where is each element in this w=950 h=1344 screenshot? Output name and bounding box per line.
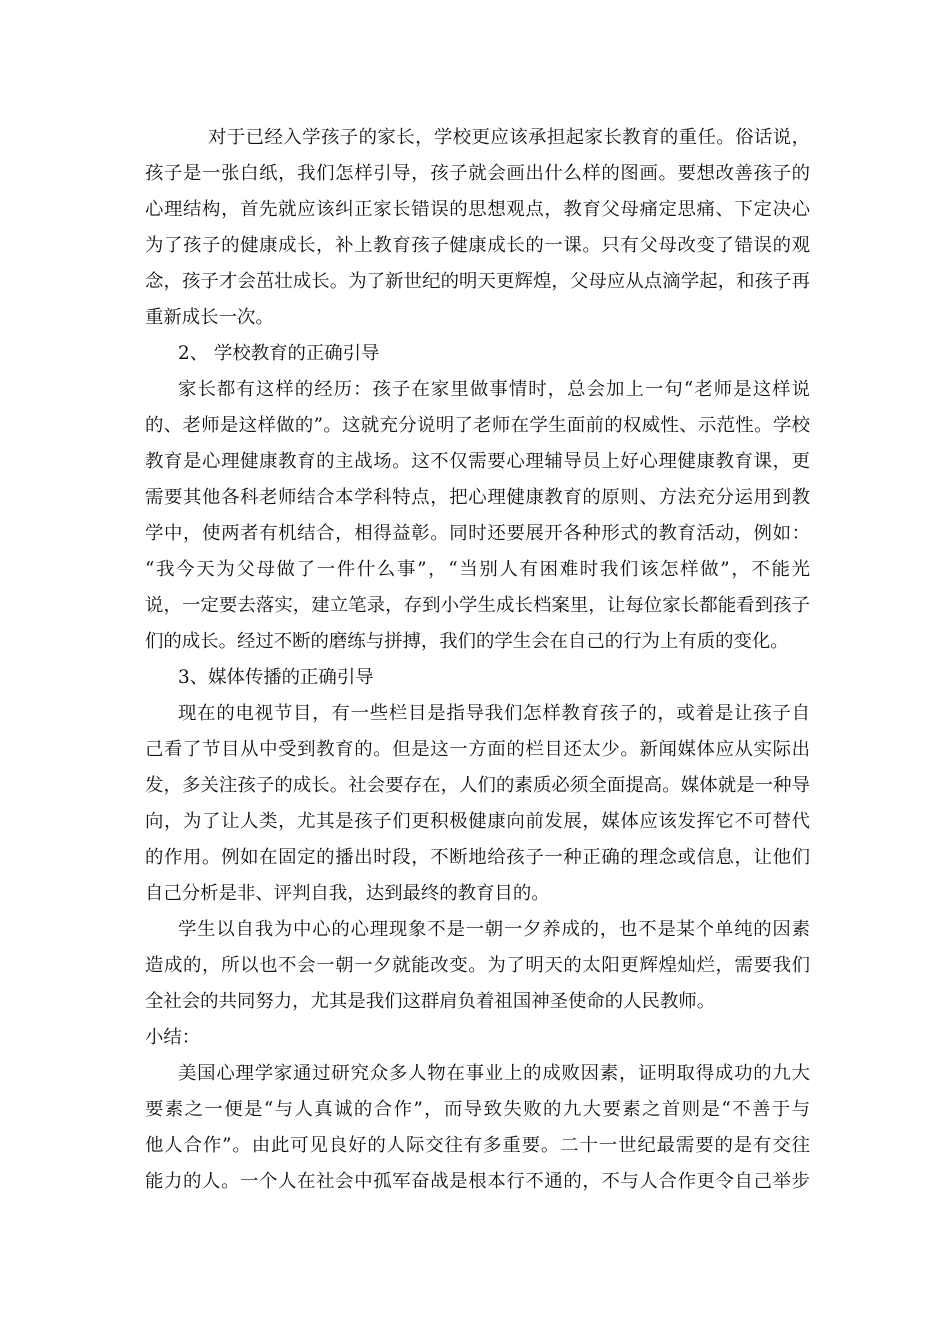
paragraph-line: 要素之一便是“与人真诚的合作”，而导致失败的九大要素之首则是“不善于与 <box>145 1099 810 1120</box>
paragraph-line: 为了孩子的健康成长，补上教育孩子健康成长的一课。只有父母改变了错误的观 <box>145 235 810 256</box>
paragraph-line: 全社会的共同努力，尤其是我们这群肩负着祖国神圣使命的人民教师。 <box>145 991 716 1012</box>
paragraph-line: 心理结构，首先就应该纠正家长错误的思想观点，教育父母痛定思痛、下定决心 <box>145 199 810 220</box>
paragraph-line: 造成的，所以也不会一朝一夕就能改变。为了明天的太阳更辉煌灿烂，需要我们 <box>145 955 810 976</box>
paragraph-line: 们的成长。经过不断的磨练与拼搏，我们的学生会在自己的行为上有质的变化。 <box>145 631 789 652</box>
section-heading: 2、 学校教育的正确引导 <box>178 343 380 364</box>
section-heading: 3、媒体传播的正确引导 <box>178 667 374 688</box>
paragraph-line: 教育是心理健康教育的主战场。这不仅需要心理辅导员上好心理健康教育课，更 <box>145 451 810 472</box>
paragraph-line: 学生以自我为中心的心理现象不是一朝一夕养成的，也不是某个单纯的因素 <box>178 919 810 940</box>
paragraph-line: 现在的电视节目，有一些栏目是指导我们怎样教育孩子的，或着是让孩子自 <box>178 703 810 724</box>
paragraph-line: “我今天为父母做了一件什么事”，“当别人有困难时我们该怎样做”，不能光 <box>145 559 810 580</box>
paragraph-line: 向，为了让人类，尤其是孩子们更积极健康向前发展，媒体应该发挥它不可替代 <box>145 811 810 832</box>
paragraph-line: 己看了节目从中受到教育的。但是这一方面的栏目还太少。新闻媒体应从实际出 <box>145 739 810 760</box>
paragraph-line: 的、老师是这样做的”。这就充分说明了老师在学生面前的权威性、示范性。学校 <box>145 415 810 436</box>
paragraph-line: 念，孩子才会茁壮成长。为了新世纪的明天更辉煌，父母应从点滴学起，和孩子再 <box>145 271 810 292</box>
paragraph-line: 需要其他各科老师结合本学科特点，把心理健康教育的原则、方法充分运用到教 <box>145 487 810 508</box>
paragraph-line: 说，一定要去落实，建立笔录，存到小学生成长档案里，让每位家长都能看到孩子 <box>145 595 810 616</box>
paragraph-line: 发，多关注孩子的成长。社会要存在，人们的素质必须全面提高。媒体就是一种导 <box>145 775 810 796</box>
paragraph-line: 学中，使两者有机结合，相得益彰。同时还要展开各种形式的教育活动，例如： <box>145 523 810 544</box>
paragraph-line: 家长都有这样的经历：孩子在家里做事情时，总会加上一句“老师是这样说 <box>178 379 810 400</box>
paragraph-line: 自己分析是非、评判自我，达到最终的教育目的。 <box>145 883 550 904</box>
paragraph-line: 对于已经入学孩子的家长，学校更应该承担起家长教育的重任。俗话说， <box>208 127 810 148</box>
paragraph-line: 能力的人。一个人在社会中孤军奋战是根本行不通的，不与人合作更令自己举步 <box>145 1171 810 1192</box>
paragraph-line: 孩子是一张白纸，我们怎样引导，孩子就会画出什么样的图画。要想改善孩子的 <box>145 163 810 184</box>
paragraph-line: 的作用。例如在固定的播出时段，不断地给孩子一种正确的理念或信息，让他们 <box>145 847 810 868</box>
paragraph-line: 美国心理学家通过研究众多人物在事业上的成败因素，证明取得成功的九大 <box>178 1063 810 1084</box>
paragraph-line: 他人合作”。由此可见良好的人际交往有多重要。二十一世纪最需要的是有交往 <box>145 1135 810 1156</box>
paragraph-line: 重新成长一次。 <box>145 307 274 328</box>
summary-heading: 小结： <box>145 1027 201 1048</box>
